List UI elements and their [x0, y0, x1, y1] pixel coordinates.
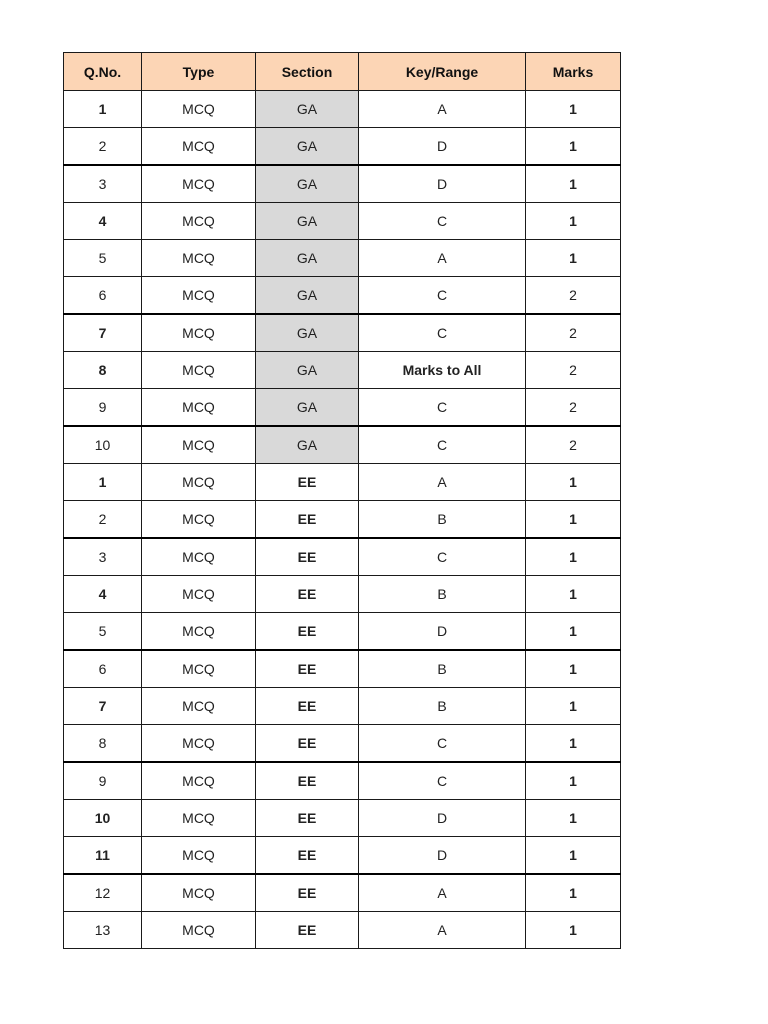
- cell-marks: 1: [526, 874, 621, 912]
- header-section: Section: [256, 53, 359, 91]
- header-type: Type: [142, 53, 256, 91]
- cell-marks: 2: [526, 277, 621, 315]
- cell-key-range: B: [359, 501, 526, 539]
- cell-type: MCQ: [142, 576, 256, 613]
- cell-qno: 6: [64, 650, 142, 688]
- cell-qno: 8: [64, 725, 142, 763]
- cell-qno: 5: [64, 240, 142, 277]
- cell-section: EE: [256, 725, 359, 763]
- answer-key-table: [63, 52, 621, 949]
- cell-type: MCQ: [142, 538, 256, 576]
- table-row: [64, 501, 621, 539]
- cell-section: EE: [256, 464, 359, 501]
- cell-section: EE: [256, 501, 359, 539]
- cell-type: MCQ: [142, 874, 256, 912]
- cell-qno: 9: [64, 389, 142, 427]
- cell-marks: 1: [526, 725, 621, 763]
- cell-section: GA: [256, 165, 359, 203]
- cell-section: EE: [256, 688, 359, 725]
- cell-qno: 1: [64, 91, 142, 128]
- cell-type: MCQ: [142, 912, 256, 949]
- cell-marks: 1: [526, 165, 621, 203]
- answer-key-sheet: [63, 52, 621, 949]
- cell-section: EE: [256, 613, 359, 651]
- cell-marks: 1: [526, 837, 621, 875]
- cell-type: MCQ: [142, 389, 256, 427]
- table-row: [64, 203, 621, 240]
- cell-key-range: A: [359, 464, 526, 501]
- cell-type: MCQ: [142, 277, 256, 315]
- cell-key-range: C: [359, 314, 526, 352]
- cell-qno: 12: [64, 874, 142, 912]
- cell-marks: 1: [526, 800, 621, 837]
- cell-key-range: D: [359, 165, 526, 203]
- cell-qno: 2: [64, 128, 142, 166]
- cell-section: EE: [256, 650, 359, 688]
- cell-marks: 1: [526, 240, 621, 277]
- cell-qno: 8: [64, 352, 142, 389]
- cell-qno: 5: [64, 613, 142, 651]
- cell-marks: 2: [526, 352, 621, 389]
- cell-marks: 2: [526, 426, 621, 464]
- cell-key-range: A: [359, 240, 526, 277]
- header-row: [64, 53, 621, 91]
- cell-marks: 2: [526, 314, 621, 352]
- table-row: [64, 837, 621, 875]
- table-row: [64, 800, 621, 837]
- cell-key-range: B: [359, 650, 526, 688]
- cell-marks: 1: [526, 464, 621, 501]
- table-body: [64, 91, 621, 949]
- cell-section: GA: [256, 91, 359, 128]
- cell-marks: 1: [526, 576, 621, 613]
- cell-section: GA: [256, 240, 359, 277]
- cell-qno: 10: [64, 800, 142, 837]
- cell-type: MCQ: [142, 762, 256, 800]
- table-row: [64, 613, 621, 651]
- cell-section: EE: [256, 800, 359, 837]
- cell-qno: 3: [64, 538, 142, 576]
- cell-section: GA: [256, 277, 359, 315]
- cell-key-range: C: [359, 389, 526, 427]
- cell-section: GA: [256, 203, 359, 240]
- cell-section: GA: [256, 352, 359, 389]
- cell-section: EE: [256, 538, 359, 576]
- table-row: [64, 762, 621, 800]
- cell-section: EE: [256, 874, 359, 912]
- cell-key-range: D: [359, 613, 526, 651]
- cell-type: MCQ: [142, 203, 256, 240]
- cell-section: GA: [256, 314, 359, 352]
- cell-key-range: D: [359, 837, 526, 875]
- table-row: [64, 91, 621, 128]
- cell-marks: 1: [526, 912, 621, 949]
- cell-qno: 4: [64, 203, 142, 240]
- header-marks: Marks: [526, 53, 621, 91]
- cell-type: MCQ: [142, 501, 256, 539]
- cell-key-range: C: [359, 203, 526, 240]
- cell-section: EE: [256, 837, 359, 875]
- cell-key-range: C: [359, 277, 526, 315]
- cell-qno: 13: [64, 912, 142, 949]
- cell-key-range: C: [359, 426, 526, 464]
- table-row: [64, 426, 621, 464]
- cell-key-range: C: [359, 725, 526, 763]
- cell-qno: 7: [64, 688, 142, 725]
- table-row: [64, 725, 621, 763]
- cell-key-range: D: [359, 128, 526, 166]
- cell-marks: 1: [526, 650, 621, 688]
- table-row: [64, 165, 621, 203]
- cell-type: MCQ: [142, 352, 256, 389]
- cell-type: MCQ: [142, 688, 256, 725]
- table-row: [64, 352, 621, 389]
- table-row: [64, 464, 621, 501]
- cell-qno: 6: [64, 277, 142, 315]
- cell-marks: 1: [526, 613, 621, 651]
- cell-type: MCQ: [142, 91, 256, 128]
- cell-type: MCQ: [142, 128, 256, 166]
- cell-key-range: B: [359, 576, 526, 613]
- cell-marks: 1: [526, 538, 621, 576]
- table-row: [64, 277, 621, 315]
- cell-marks: 1: [526, 762, 621, 800]
- table-row: [64, 538, 621, 576]
- cell-type: MCQ: [142, 314, 256, 352]
- cell-qno: 2: [64, 501, 142, 539]
- cell-marks: 1: [526, 91, 621, 128]
- cell-section: GA: [256, 426, 359, 464]
- cell-marks: 1: [526, 688, 621, 725]
- cell-key-range: B: [359, 688, 526, 725]
- cell-qno: 9: [64, 762, 142, 800]
- cell-type: MCQ: [142, 464, 256, 501]
- cell-qno: 10: [64, 426, 142, 464]
- table-row: [64, 389, 621, 427]
- cell-section: EE: [256, 762, 359, 800]
- cell-key-range: Marks to All: [359, 352, 526, 389]
- cell-key-range: A: [359, 912, 526, 949]
- cell-type: MCQ: [142, 837, 256, 875]
- cell-key-range: C: [359, 538, 526, 576]
- header-key-range: Key/Range: [359, 53, 526, 91]
- cell-type: MCQ: [142, 800, 256, 837]
- table-row: [64, 576, 621, 613]
- cell-section: GA: [256, 128, 359, 166]
- cell-type: MCQ: [142, 165, 256, 203]
- cell-type: MCQ: [142, 240, 256, 277]
- table-row: [64, 874, 621, 912]
- cell-qno: 1: [64, 464, 142, 501]
- cell-key-range: A: [359, 874, 526, 912]
- cell-key-range: D: [359, 800, 526, 837]
- cell-section: GA: [256, 389, 359, 427]
- table-row: [64, 688, 621, 725]
- cell-qno: 11: [64, 837, 142, 875]
- cell-type: MCQ: [142, 725, 256, 763]
- table-row: [64, 912, 621, 949]
- table-row: [64, 650, 621, 688]
- cell-qno: 7: [64, 314, 142, 352]
- cell-key-range: C: [359, 762, 526, 800]
- table-row: [64, 314, 621, 352]
- cell-marks: 1: [526, 128, 621, 166]
- cell-section: EE: [256, 576, 359, 613]
- header-qno: Q.No.: [64, 53, 142, 91]
- cell-qno: 4: [64, 576, 142, 613]
- table-row: [64, 240, 621, 277]
- cell-qno: 3: [64, 165, 142, 203]
- cell-type: MCQ: [142, 426, 256, 464]
- table-row: [64, 128, 621, 166]
- cell-marks: 1: [526, 501, 621, 539]
- cell-type: MCQ: [142, 613, 256, 651]
- cell-section: EE: [256, 912, 359, 949]
- cell-key-range: A: [359, 91, 526, 128]
- cell-type: MCQ: [142, 650, 256, 688]
- cell-marks: 2: [526, 389, 621, 427]
- cell-marks: 1: [526, 203, 621, 240]
- table-header: [64, 53, 621, 91]
